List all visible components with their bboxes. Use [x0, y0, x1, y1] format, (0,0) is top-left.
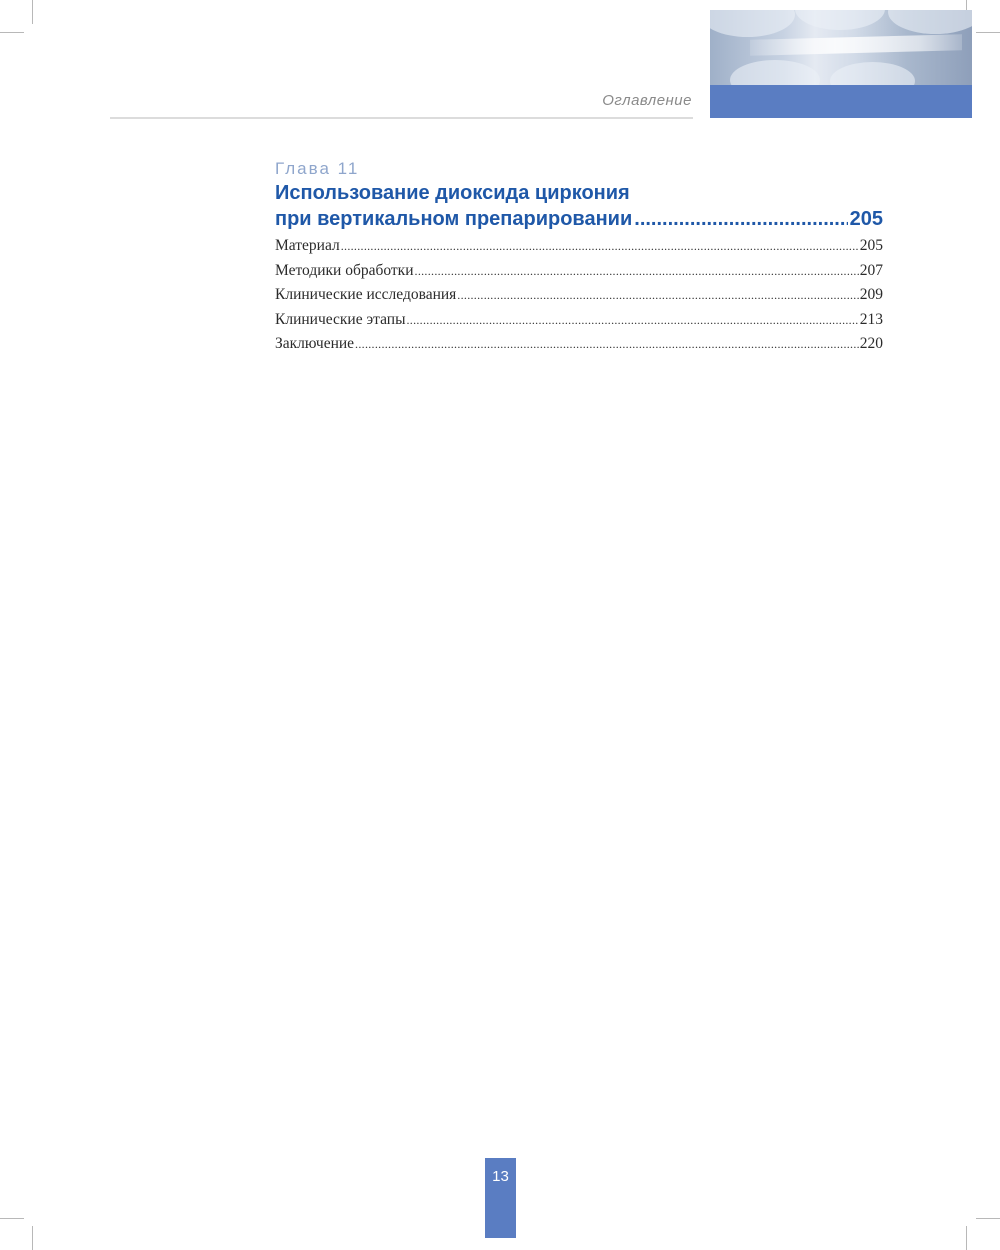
toc-entry-page: 207 [859, 261, 883, 279]
running-header: Оглавление [602, 92, 692, 109]
toc-entry-label: Клинические этапы [275, 310, 406, 328]
toc-entry-page: 209 [859, 286, 883, 303]
crop-mark [0, 1218, 24, 1219]
header-photo [710, 10, 972, 85]
chapter-title-line: при вертикальном препарировании [275, 208, 633, 230]
chapter-title[interactable] [275, 180, 883, 232]
dot-leader [406, 308, 858, 333]
toc-entry-label: Заключение [275, 335, 355, 352]
toc-entry-label: Материал [275, 237, 340, 254]
toc-entry-page: 220 [859, 335, 883, 352]
crop-mark [32, 1226, 33, 1250]
dot-leader [634, 206, 847, 232]
table-of-contents [275, 158, 883, 357]
page-number: 13 [492, 1168, 509, 1185]
toc-entry[interactable] [275, 234, 883, 259]
header-divider [110, 117, 693, 119]
toc-entry[interactable] [275, 332, 883, 357]
crop-mark [0, 32, 24, 33]
chapter-title-line: Использование диоксида циркония [275, 182, 630, 204]
crop-mark [32, 0, 33, 24]
toc-entry[interactable] [275, 259, 883, 284]
toc-entry-label: Клинические исследования [275, 286, 457, 303]
toc-entry-label: Методики обработки [275, 261, 414, 279]
toc-entries [275, 234, 883, 357]
dot-leader [457, 283, 858, 308]
toc-entry-page: 205 [859, 237, 883, 254]
dot-leader [415, 259, 859, 284]
toc-entry-page: 213 [859, 310, 883, 328]
crop-mark [976, 1218, 1000, 1219]
chapter-page-number: 205 [849, 208, 883, 230]
dot-leader [355, 332, 859, 357]
chapter-label: Глава 11 [275, 159, 360, 178]
dot-leader [341, 234, 859, 259]
crop-mark [976, 32, 1000, 33]
header-accent-bar [710, 85, 972, 118]
toc-entry[interactable] [275, 283, 883, 308]
crop-mark [966, 1226, 967, 1250]
toc-entry[interactable] [275, 308, 883, 333]
page-number-tab [485, 1158, 516, 1238]
